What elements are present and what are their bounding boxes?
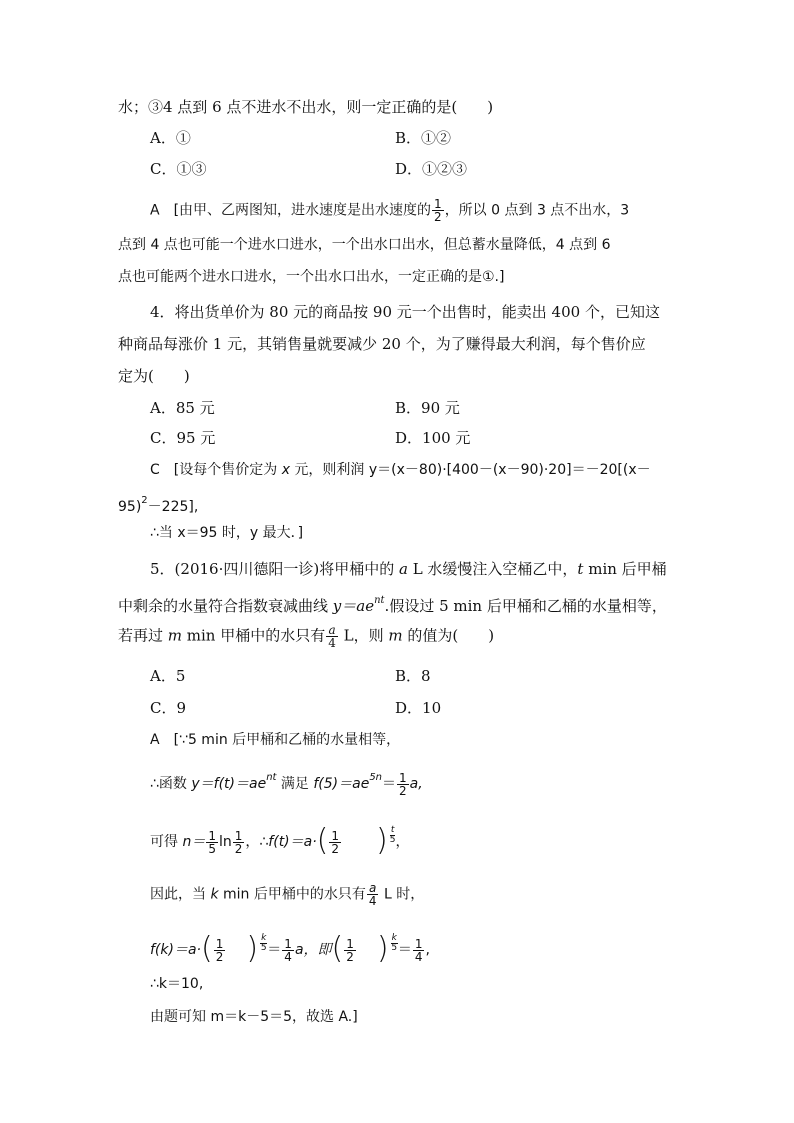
q3-answer-line3: 点也可能两个进水口进水，一个出水口出水，一定正确的是①.] <box>118 269 505 285</box>
q4-line3: 定为( ) <box>118 367 190 385</box>
q5-answer-line3: 可得 n＝ $\frac{1}{5}$ ln $\frac{1}{2}$ ，∴f(t)＝a·( $\frac{1}{2}$ ) $\frac{t}{5}$ ， <box>150 823 410 858</box>
fraction-half: $\frac{1}{2}$ <box>399 770 407 798</box>
q5-line2: 中剩余的水量符合指数衰减曲线 $y=ae^{nt}$.假设过 5 min 后甲桶和乙桶的水量相等， <box>118 595 667 615</box>
fraction-one-fifth: $\frac{1}{5}$ <box>208 828 216 856</box>
exponent-fraction: $\frac{k}{5}$ <box>391 933 398 953</box>
fraction-half: $\frac{1}{2}$ <box>346 936 354 964</box>
exponent-fraction: $\frac{k}{5}$ <box>260 933 267 953</box>
q3-option-c: C．①③ <box>150 160 207 178</box>
fraction-quarter: $\frac{1}{4}$ <box>414 936 423 964</box>
q3-tail-line <box>118 96 493 118</box>
fraction-quarter: $\frac{1}{4}$ <box>284 936 292 964</box>
q4-option-c: C．95 元 <box>150 429 216 447</box>
q4-answer-line3: ∴当 x＝95 时，y 最大．] <box>150 525 304 541</box>
q5-option-a: A．5 <box>150 667 186 685</box>
q3-answer-line2: 点到 4 点也可能一个进水口进水，一个出水口出水，但总蓄水量降低，4 点到 6 <box>118 237 611 253</box>
fraction-half: $\frac{1}{2}$ <box>215 936 224 964</box>
q3-option-a: A．① <box>150 129 191 147</box>
fraction-half: $\frac{1}{2}$ <box>234 828 243 856</box>
q4-option-d: D．100 元 <box>395 429 471 447</box>
q5-line3: 若再过 m min 甲桶中的水只有 $\frac{a}{4}$ L，则 m 的值为( ) <box>118 623 495 650</box>
fraction-a-over-4: $\frac{a}{4}$ <box>368 881 377 908</box>
q5-option-b: B．8 <box>395 667 431 685</box>
q5-line1: 5．(2016·四川德阳一诊)将甲桶中的 a L 水缓慢注入空桶乙中，t min 后甲桶 <box>150 560 667 578</box>
q5-answer-line6: ∴k＝10, <box>150 976 204 992</box>
q5-answer-line5: f(k)＝a·( $\frac{1}{2}$ ) $\frac{k}{5}$ ＝ $\frac{1}{4}$ a，即( $\frac{1}{2}$ ) $\frac{k}{5}$ ＝ $\frac{1}{4}$ , <box>150 931 430 966</box>
q4-option-a: A．85 元 <box>150 399 215 417</box>
q5-option-d: D．10 <box>395 699 442 717</box>
q5-answer-line4: 因此，当 k min 后甲桶中的水只有 $\frac{a}{4}$ L 时， <box>150 881 425 908</box>
q3-text: 水；③4 点到 6 点不进水不出水，则一定正确的是( ) <box>118 98 494 116</box>
q5-option-c: C．9 <box>150 699 187 717</box>
q5-answer-line1: A [∵5 min 后甲桶和乙桶的水量相等， <box>150 732 401 748</box>
q4-option-b: B．90 元 <box>395 399 460 417</box>
q3-answer-line1: A [由甲、乙两图知，进水速度是出水速度的 $\frac{1}{2}$ ，所以 0 点到 3 点不出水，3 <box>150 197 630 224</box>
q4-line2: 种商品每涨价 1 元，其销售量就要减少 20 个，为了赚得最大利润，每个售价应 <box>118 335 646 353</box>
q4-line1: 4．将出货单价为 80 元的商品按 90 元一个出售时，能卖出 400 个，已知这 <box>150 303 660 321</box>
q4-answer-line1: C [设每个售价定为 x 元，则利润 y＝(x－80)·[400－(x－90)·20]＝－20[(x－ <box>150 462 651 478</box>
fraction-half: $\frac{1}{2}$ <box>434 197 442 224</box>
q5-answer-line7: 由题可知 m＝k－5＝5，故选 A.] <box>150 1009 358 1025</box>
q3-option-d: D．①②③ <box>395 160 468 178</box>
q4-answer-line2: 95)$^2$－225], <box>118 495 199 515</box>
fraction-half: $\frac{1}{2}$ <box>331 828 340 856</box>
fraction-a-over-4: $\frac{a}{4}$ <box>328 623 336 650</box>
q3-option-b: B．①② <box>395 129 452 147</box>
exponent-fraction: $\frac{t}{5}$ <box>389 825 396 845</box>
q5-answer-line2: ∴函数 $y=f(t)=ae^{nt}$ 满足 $f(5)=ae^{5n}=$ $\frac{1}{2}$ a, <box>150 770 423 798</box>
